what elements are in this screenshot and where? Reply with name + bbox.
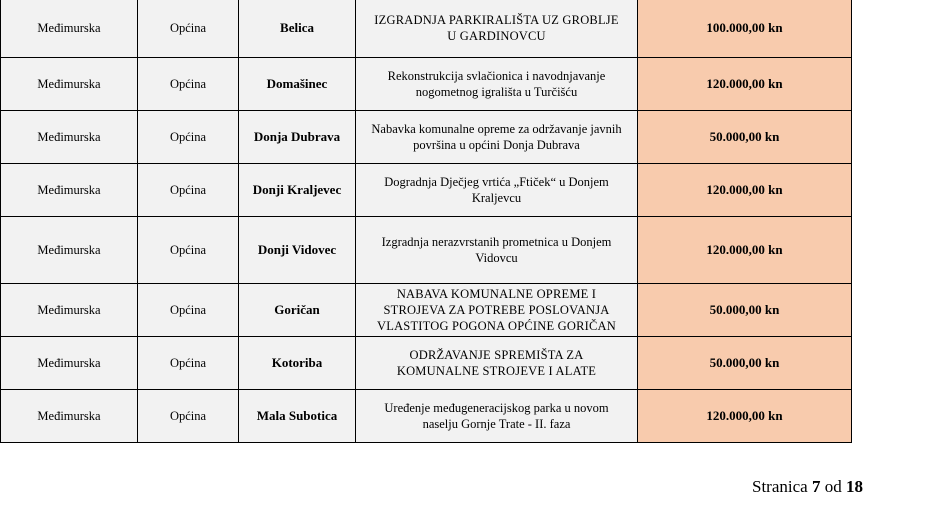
county-cell: Međimurska: [1, 217, 138, 284]
table-row: [1, 337, 852, 390]
amount-cell: 120.000,00 kn: [638, 390, 852, 443]
project-cell: Izgradnja nerazvrstanih prometnica u Donjem Vidovcu: [356, 217, 638, 284]
county-cell: Međimurska: [1, 390, 138, 443]
county-cell: Međimurska: [1, 111, 138, 164]
table-row: [1, 390, 852, 443]
amount-cell: 100.000,00 kn: [638, 0, 852, 58]
type-cell: Općina: [138, 217, 239, 284]
type-cell: Općina: [138, 337, 239, 390]
amount-cell: 50.000,00 kn: [638, 284, 852, 337]
project-cell: Nabavka komunalne opreme za održavanje javnih površina u općini Donja Dubrava: [356, 111, 638, 164]
amount-cell: 50.000,00 kn: [638, 337, 852, 390]
table-row: [1, 217, 852, 284]
county-cell: Međimurska: [1, 0, 138, 58]
project-cell: NABAVA KOMUNALNE OPREME I STROJEVA ZA POTREBE POSLOVANJA VLASTITOG POGONA OPĆINE GORIČAN: [356, 284, 638, 337]
footer-page: 7: [811, 477, 821, 496]
table-row: [1, 0, 852, 58]
type-cell: Općina: [138, 111, 239, 164]
municipality-cell: Goričan: [239, 284, 356, 337]
type-cell: Općina: [138, 58, 239, 111]
municipality-cell: Donja Dubrava: [239, 111, 356, 164]
municipality-cell: Mala Subotica: [239, 390, 356, 443]
type-cell: Općina: [138, 0, 239, 58]
municipality-cell: Donji Kraljevec: [239, 164, 356, 217]
county-cell: Međimurska: [1, 58, 138, 111]
footer-of: od: [824, 477, 842, 496]
footer-total: 18: [845, 477, 863, 496]
municipality-cell: Kotoriba: [239, 337, 356, 390]
municipality-cell: Donji Vidovec: [239, 217, 356, 284]
type-cell: Općina: [138, 164, 239, 217]
table-body: [1, 0, 852, 443]
amount-cell: 120.000,00 kn: [638, 164, 852, 217]
table-row: [1, 284, 852, 337]
table-row: [1, 111, 852, 164]
type-cell: Općina: [138, 284, 239, 337]
table-row: [1, 58, 852, 111]
county-cell: Međimurska: [1, 337, 138, 390]
project-cell: Uređenje međugeneracijskog parka u novom naselju Gornje Trate - II. faza: [356, 390, 638, 443]
table-row: [1, 164, 852, 217]
type-cell: Općina: [138, 390, 239, 443]
county-cell: Međimurska: [1, 164, 138, 217]
amount-cell: 120.000,00 kn: [638, 58, 852, 111]
project-cell: Dogradnja Dječjeg vrtića „Ftiček“ u Donjem Kraljevcu: [356, 164, 638, 217]
county-cell: Međimurska: [1, 284, 138, 337]
municipality-cell: Belica: [239, 0, 356, 58]
project-cell: ODRŽAVANJE SPREMIŠTA ZA KOMUNALNE STROJEVE I ALATE: [356, 337, 638, 390]
municipality-cell: Domašinec: [239, 58, 356, 111]
amount-cell: 50.000,00 kn: [638, 111, 852, 164]
footer-prefix: Stranica: [752, 477, 808, 496]
project-cell: IZGRADNJA PARKIRALIŠTA UZ GROBLJE U GARDINOVCU: [356, 0, 638, 58]
amount-cell: 120.000,00 kn: [638, 217, 852, 284]
project-cell: Rekonstrukcija svlačionica i navodnjavanje nogometnog igrališta u Turčišću: [356, 58, 638, 111]
page-footer: [752, 477, 863, 497]
